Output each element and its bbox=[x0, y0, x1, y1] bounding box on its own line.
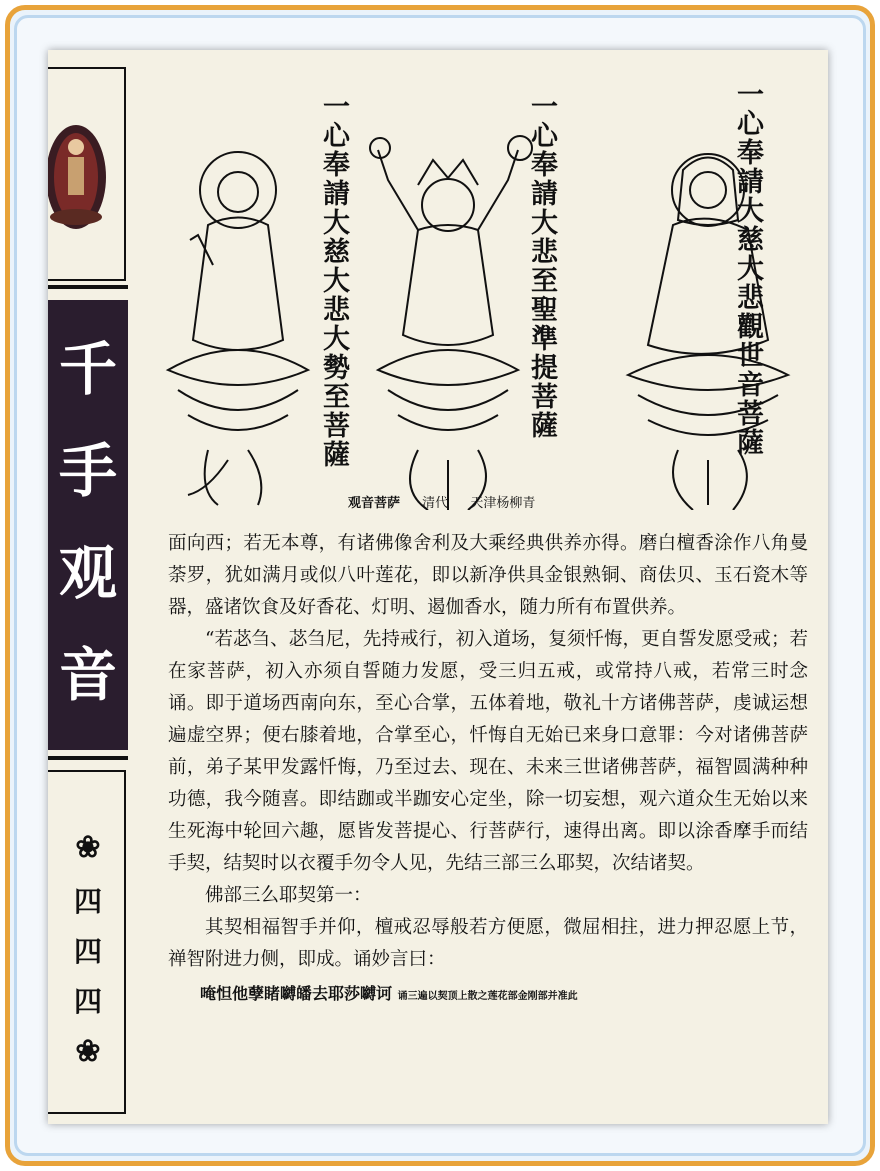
side-rule bbox=[48, 285, 128, 289]
caption-era: 清代 bbox=[422, 496, 449, 511]
side-title-band bbox=[48, 300, 128, 750]
cundi-figure bbox=[370, 136, 532, 510]
bodhisattva-illustration bbox=[148, 90, 828, 510]
center-invocation: 一心奉請大悲至聖準提菩薩 bbox=[526, 92, 558, 440]
flower-ornament-icon: ❀ bbox=[75, 1034, 101, 1069]
page-number-box bbox=[48, 770, 126, 1114]
title-char: 音 bbox=[58, 641, 117, 709]
right-invocation: 一心奉請大慈大悲觀世音菩薩 bbox=[732, 80, 764, 457]
title-char: 观 bbox=[58, 539, 117, 607]
side-thumbnail-box bbox=[48, 67, 126, 281]
page-number-char: 四 bbox=[73, 985, 102, 1018]
illustration-caption bbox=[348, 492, 553, 511]
side-rule bbox=[48, 756, 128, 760]
title-char: 千 bbox=[58, 335, 117, 403]
book-page bbox=[48, 50, 828, 1124]
flower-ornament-icon: ❀ bbox=[75, 830, 101, 865]
caption-title: 观音菩萨 bbox=[348, 496, 401, 511]
mantra-note: 诵三遍以契顶上散之莲花部金刚部并准此 bbox=[397, 991, 578, 1002]
body-text bbox=[168, 528, 808, 1013]
left-invocation: 一心奉請大慈大悲大勢至菩薩 bbox=[318, 92, 350, 469]
paragraph: 佛部三么耶契第一： bbox=[205, 885, 372, 906]
avalokiteshvara-figure bbox=[628, 154, 788, 510]
thousand-arm-guanyin-icon bbox=[48, 117, 114, 237]
mantra-line bbox=[168, 978, 808, 1013]
page-number-char: 四 bbox=[73, 935, 102, 968]
mahasthamaprapta-figure bbox=[168, 152, 308, 505]
paragraph: “若苾刍、苾刍尼，先持戒行，初入道场，复须忏悔，更自誓发愿受戒；若在家菩萨，初入亦须自誓随力发愿，受三归五戒，或常持八戒，若常三时念诵。即于道场西南向东，至心合掌，五体着地，敬礼十方诸佛菩萨，虔诚运想遍虚空界；便右膝着地，合掌至心，忏悔自无始已来身口意罪：今对诸佛菩萨前，弟子某甲发露忏悔，乃至过去、现在、未来三世诸佛菩萨，福智圆满种种功德，我今随喜。即结跏或半跏安心定坐，除一切妄想，观六道众生无始以来生死海中轮回六趣，愿皆发菩提心、行菩萨行，速得出离。即以涂香摩手而结手契，结契时以衣覆手勿令人见，先结三部三么耶契，次结诸契。 bbox=[168, 629, 808, 874]
page-number-char: 四 bbox=[73, 885, 102, 918]
title-char: 手 bbox=[58, 437, 117, 505]
paragraph: 其契相福智手并仰，檀戒忍辱般若方便愿，微屈相拄，进力押忍愿上节，禅智附进力侧，即成。诵妙言曰： bbox=[168, 917, 808, 970]
paragraph: 面向西；若无本尊，有诸佛像舍利及大乘经典供养亦得。磨白檀香涂作八角曼荼罗，犹如满月或似八叶莲花，即以新净供具金银熟铜、商佉贝、玉石瓷木等器，盛诸饮食及好香花、灯明、遏伽香水，随力所有布置供养。 bbox=[168, 533, 808, 618]
mantra-main: 唵怛他孽睹嚩皤去耶莎嚩诃 bbox=[200, 984, 393, 1003]
caption-source: 天津杨柳青 bbox=[470, 496, 536, 511]
